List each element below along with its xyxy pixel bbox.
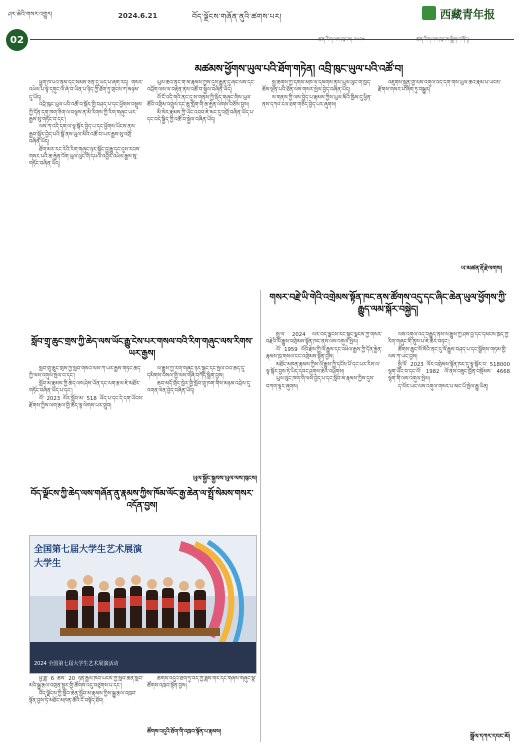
article-1-paragraph: ཐོག་མར་རང་རེའི་རིག་གཞུང་ཉར་སྐྱོང་བྱ་རྒྱུ་དང་དུས་རབས་གསར་པའི་ཆ་རྐྱེན་འོག་ཡུལ་ལུང་གི་དཔལ་འབྱོར་འཕེལ་རྒྱས་སུ་གཏོང་བཞིན་ཡོད། [29, 146, 141, 168]
article-4-paragraph: ལས་འགུལ་འདི་བརྒྱུད་ནས་ལོ་རྒྱུས་ཀྱི་ཤེས་བྱ་དང་དམངས་ཁྲོད་ཀྱི་རིག་གཞུང་གི་ནུས་པ་ཇེ་ཆེར་བཏང་། [388, 332, 510, 346]
photo-footer-text: 2024 全国第七届大学生艺术展演活动 [34, 661, 119, 667]
performance-photo [29, 535, 257, 674]
article-4-paragraph: མཐོང་མཁན་རྣམས་ཀྱིས་ལོ་རྒྱུས་ཀྱི་དངོས་པོ་དང་པར་རིས་ལ་ལྟ་སྐོར་བྱས་ཏེ་ཡིད་དབང་ཤུགས་ཆེར་འཕྲོགས། [266, 361, 380, 376]
article-3-column-1 [29, 676, 143, 736]
header-rule [30, 39, 514, 40]
article-1-byline: ཡ་མཚན་རྡོ་རྗེ་ལགས། [461, 265, 502, 272]
photo-caption: ཚོགས་འདུའི་ཐོག་གི་འཁྲབ་སྟོན་པ་རྣམས། [147, 729, 222, 735]
article-1-paragraph: མི་སེར་རྣམས་ཀྱི་ཡོང་འབབ་ཇེ་མང་དུ་འགྲོ་བཞིན་ཡོད་པ་དང་བདེ་སྐྱིད་ཀྱི་འཚོ་བ་སྐྱེལ་བཞིན་ཡོད། [147, 109, 255, 124]
article-4-column-2 [388, 332, 510, 726]
article-3-column-2 [147, 676, 257, 724]
article-1-paragraph: ཕྱུག་ཁ་པའི་ནམ་དང་སེམས་ཅན་དུ་ཡོད་པ་ཞིག་རེད། གསར་འཕེལ་པ་སྟེ་དགུང་ལོ་ཞེ་བ་ཡིན་པ་ཉིད་ཀྱི་ཐོག་ཏུ་གྲངས་ཀ་མཉམ་དུ་ཡོད། [29, 80, 143, 101]
article-2-paragraph: ལོ་རྒྱུས་ཀྱི་རིག་གཞུང་ཉར་སྐྱོང་དང་སྤེལ་བའི་ཆེད་དུ་དམིགས་བསལ་གྱི་ལས་གཞི་བཀོད་སྒྲིག་བྱས། [147, 366, 246, 380]
page-number-badge: 02 [6, 29, 28, 51]
article-2-paragraph: ཆབ་མདོ་གྲོང་ཁྱེར་གྱི་སློབ་གྲྭ་ཁག་གིས་མཉམ་འབྲེལ་དུ་འགན་ལེན་བྱེད་བཞིན་ཡོད། [147, 380, 251, 395]
article-4-paragraph: ད་ལོར་ཡང་ལས་འགུལ་གསར་པ་མང་པོ་སྤེལ་རྒྱུ་ཡིན། [398, 383, 489, 390]
article-1-paragraph: འཛུགས་སྐྲུན་གྱི་ལས་འགུལ་འདི་དག་གིས་ཡུལ་ཚོའི་རྣམ་པ་ཡོངས་རྫོགས་གསར་པ་ཞིག་ཏུ་བསྒྱུར། [378, 80, 501, 94]
article-1-paragraph: ལས་ཀ་འདི་དག་ལ་ལྟ་སྐོར་བྱེད་པ་དང་ཕྱོགས་ཡོངས་ནས་རྒྱབ་སྐྱོར་བྱེད་པའི་སྒོ་ནས་ཡུལ་མིའི་འཚོ་བ་ཡར་རྒྱས་སུ་འགྲོ་བཞིན་ཡོད། [29, 124, 136, 146]
article-4-paragraph: ལོ་ 1959 ལོའི་རྗེས་ཀྱི་ལོ་རྒྱུས་དང་འཕེལ་རྒྱས་ཀྱི་དོན་རྐྱེན་རྣམས་ཁྲ་གསལ་ངང་འགྲེམས་སྟོན་བྱས། [266, 346, 382, 361]
article-2-paragraph: ལོ་ 2023 ལོར་སློབ་མ་ 518 ཡོད་པ་དང་དེ་དག་ཡོངས་རྫོགས་ཀྱིས་ལག་རྩལ་གྱི་ཚོད་ལྟ་ལེགས་པར་གྲུབ། [29, 395, 143, 410]
article-1-paragraph: ཡུལ་ཚོའི་ནང་གི་མི་རྣམས་ཀྱིས་དུས་རྒྱུན་དུ་ཞིང་ལས་དང་འབྲོག་ལས་ལ་བརྟེན་ནས་འཚོ་བ་སྐྱེལ་བཞིན་ཡོད། [147, 80, 255, 94]
article-4-paragraph: སྤྱི་ལོ་ 2024 ལོར་བོད་ལྗོངས་རང་སྐྱོང་ལྗོངས་ཀྱི་གསར་བརྗེའི་ལོ་རྒྱུས་འགྲེམས་སྟོན་ཁང་ནས་ལས་འགུལ་སྤེལ། [266, 332, 382, 346]
column-divider [260, 290, 261, 742]
article-4-byline: སྒྲོལ་དཀར་དབང་མོ། [470, 733, 510, 740]
article-3-headline: བོད་ལྗོངས་ཀྱི་ཆེད་ལས་གཞོན་ནུ་རྣམས་ཀྱིས་ཁོམ་ལོང་རྒྱ་ཆེན་ལ་སྤྲོ་སེམས་གསར་འདོན་བྱས། [30, 489, 254, 511]
newspaper-logo-icon [422, 6, 436, 20]
article-1-paragraph: ས་གནས་ཀྱི་ལས་བྱེད་པ་རྣམས་ཀྱིས་ཡུལ་མིའི་ཁྱིམ་དུ་ཕྱིན་ནས་དཀའ་ངལ་ཐག་གཅོད་བྱེད་པར་ཞུགས། [262, 94, 372, 109]
article-2-paragraph: སློབ་གྲྭ་ཆུང་གྲས་ཀྱི་སློབ་གསོའི་ལས་ཀ་ཡར་རྒྱས་གཏོང་ཆེད་ཀྱི་ལས་འགུལ་སྤེལ་བ་དང་། [29, 366, 142, 380]
article-4-headline: གསར་བརྗེ་ཡི་གེའི་འགྲེམས་སྟོན་ཁང་ནས་ཚོགས་འདུ་དང་ཞིང་ཆེན་ཡུལ་ཕྱོགས་ཀྱི་རྒྱུད་ལམ་སྐོར་བསྐྱེད། [269, 293, 507, 315]
article-2-paragraph: སློབ་མ་རྣམས་ཀྱི་ཆེད་ལས་ཤེས་ཡོན་དང་ལག་རྩལ་ཇེ་མཐོར་གཏོང་བཞིན་ཡོད་པ་དང་། [29, 380, 141, 395]
article-3-paragraph: ཕྱི་ཟླ་ 6 ཚེས་ 20 ཉིན་རྒྱལ་ཁབ་ཡོངས་ཀྱི་སློབ་ཆེན་སློབ་མའི་སྒྱུ་རྩལ་འགྲན་སྡུར་གྱི་ཚོགས་འདུ་བཙུགས་པ་དང་། [29, 676, 143, 690]
article-1-column-3 [262, 80, 372, 248]
article-1-paragraph: ལོ་ངོ་འདི་གའི་ནང་དུ་ས་གནས་ཀྱི་སྲིད་གཞུང་གིས་ཡུལ་ཚོའི་འགྲིམ་འགྲུལ་དང་ཆུ་གློག་གི་ཆ་རྐྱེན་ལེགས་བཅོས་བྱས། [147, 94, 252, 109]
article-1-paragraph: སྤྱི་ཚོགས་ཀྱི་དགོས་མཁོ་ལ་དམིགས་ནས་ཡུལ་ལུང་གི་ཁྱད་ཆོས་ལྡན་པའི་ཐོན་ལས་གསར་སྤེལ་བྱེད་བཞིན་ཡོད། [262, 80, 372, 94]
photo-banner-subtitle: 大学生 [34, 559, 62, 569]
performance-photo-illustration [30, 536, 256, 673]
article-1-column-4 [378, 80, 502, 258]
photo-banner-title: 全国第七届大学生艺术展演 [34, 545, 143, 555]
article-2-byline: ཡུལ་སྐྱོང་སྐྱབས་ཡུལ་ལས་ཁུངས། [192, 475, 257, 482]
section-label: ཤར་ཆེའི་གསར་འགྱུར། [8, 11, 53, 18]
article-2-column-1 [29, 366, 143, 466]
article-4-paragraph: ཡུལ་ལུང་ཁག་གི་ལས་བྱེད་པ་དང་སློབ་མ་རྣམས་ཀྱིས་དུས་བཀག་ལྟར་ཞུགས། [266, 376, 375, 390]
article-4-paragraph: ཚོགས་ཆུང་སོ་སོའི་ནང་དུ་ལོ་རྒྱུས་བཤད་པ་དང་སྒྲོགས་གཏམ་གྱི་ལས་ཀ་ཡང་བྱས། [388, 346, 507, 361]
article-2-column-2 [147, 366, 257, 466]
article-1-column-1 [29, 80, 143, 328]
newspaper-title-tibetan: བོད་ལྗོངས་གཞོན་ནུའི་ཚགས་པར། [192, 12, 282, 21]
article-1-paragraph: འབྲི་ཁུང་ཡུལ་པའི་འཚོ་བ་སྐོར་གྱི་བཤད་པ་དང་ཕྱོགས་བསྡུས་ཀྱི་དོན་དག་ཁག་ཅིག་ལ་བལྟས་ན་མི་རིགས་ཀྱི་རིག་གཞུང་ཡར་རྒྱས་སུ་གཏོང་བ་དང་། [29, 102, 143, 124]
article-1-headline: མཚམས་ཕྱོགས་ཡུལ་པའི་ཐོག་གཏེན། འབྲི་ཁུང་ཡུལ་པའི་འཚོ་བ། [194, 64, 404, 75]
article-2-headline: སློབ་གྲྭ་ཆུང་གྲས་ཀྱི་ཆེད་ལས་ཡོང་རྒྱུ་ངེས་པར་གསལ་བའི་རིག་གཞུང་ལས་རིགས་ཡར་རྒྱས། [31, 337, 253, 359]
issue-date: 2024.6.21 [118, 12, 158, 20]
header-subline-right [416, 34, 469, 48]
article-3-paragraph: བོད་ལྗོངས་ཀྱི་སློབ་ཆེན་སློབ་མ་རྣམས་ཀྱིས་སྒྱུ་རྩལ་འཁྲབ་སྟོན་བྱས་ཏེ་མཐོང་མཁན་ཚོའི་ངོ་བསྟོད་ཐོབ། [29, 690, 137, 705]
article-3-paragraph: ཚོགས་འདུའི་ཐོག་ཏུ་བོད་ཀྱི་ཟློས་གར་དང་གཞས་གཞུང་སྣ་ཚོགས་འཁྲབ་སྟོན་བྱས། [147, 676, 257, 690]
article-4-paragraph: སྤྱི་ལོ་ 2023 ལོར་འགྲེམས་སྟོན་ཁང་དུ་ལྟ་སྐོར་བ་ 518000 ལྷག་ཡོང་བ་དང་ལོ་ 1982 ལོ་ནས་བཟུང་ཁྱོན་བསྡོམས་ 4668 ལྷག་གི་ལས་འགུལ་སྤེལ། [388, 361, 510, 383]
article-4-column-1 [266, 332, 382, 740]
header-subline-left [318, 34, 365, 48]
newspaper-logo-text: 西藏青年报 [440, 8, 495, 21]
article-1-column-2 [147, 80, 257, 248]
